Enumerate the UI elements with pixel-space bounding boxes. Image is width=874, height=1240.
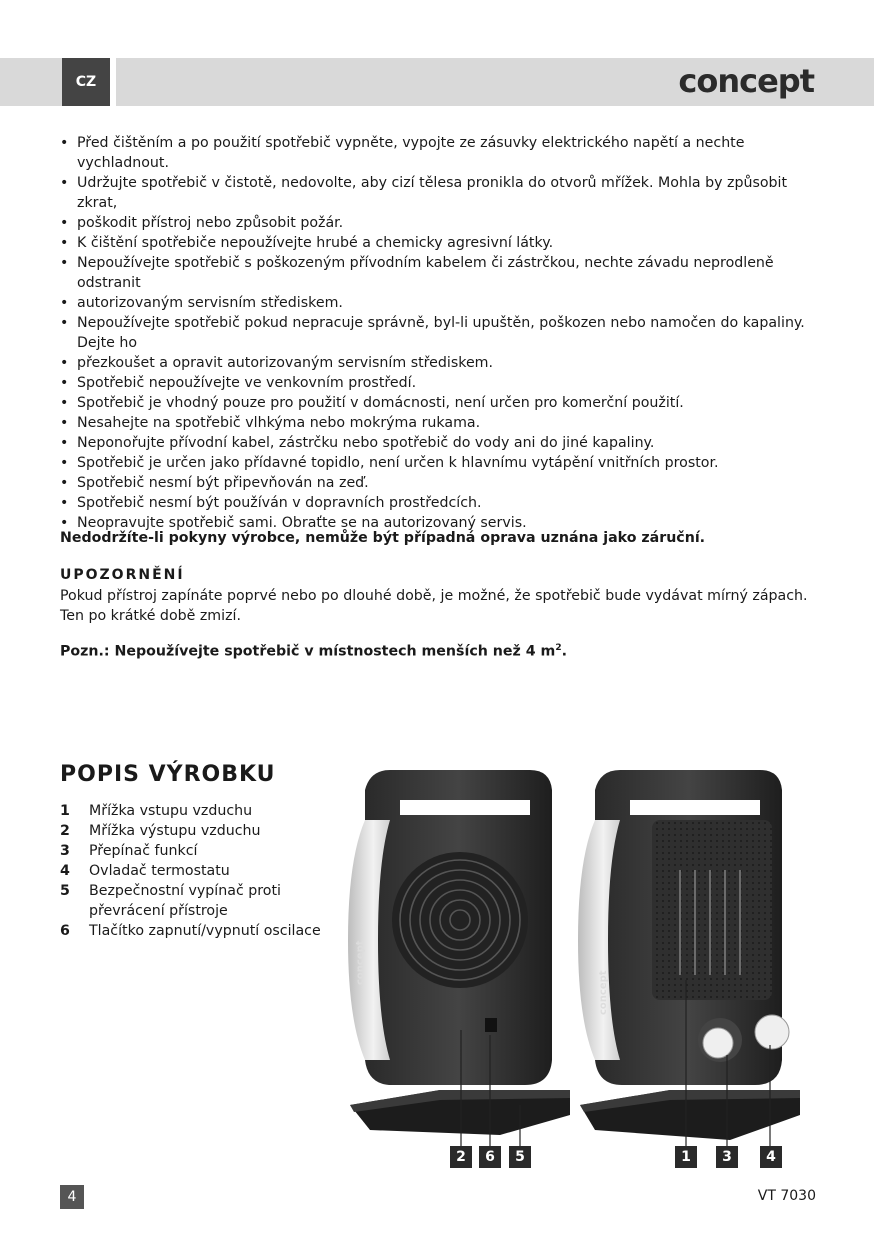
note-superscript: 2 xyxy=(555,643,562,653)
notice-text: Pokud přístroj zapínáte poprvé nebo po dlouhé době, je možné, že spotřebič bude vydávat mírný zápach. Ten po krátké době zmizí. xyxy=(60,588,808,624)
parts-list xyxy=(60,801,330,941)
part-number: 4 xyxy=(60,863,70,879)
part-item xyxy=(60,841,330,861)
rule-item: • Spotřebič nesmí být připevňován na zeď. xyxy=(60,473,830,493)
rule-item: • Před čištěním a po použití spotřebič vypněte, vypojte ze zásuvky elektrického napětí a nechte vychladnout. xyxy=(60,133,830,173)
note-text: Pozn.: Nepoužívejte spotřebič v místnostech menších než 4 m xyxy=(60,643,556,660)
rule-item: • Spotřebič nesmí být používán v dopravních prostředcích. xyxy=(60,493,830,513)
callout-label: 5 xyxy=(509,1146,531,1168)
brand-logo: concept xyxy=(678,62,814,100)
safety-rules-list xyxy=(60,133,830,533)
function-selector-knob xyxy=(703,1028,733,1058)
rule-item: • autorizovaným servisním střediskem. xyxy=(60,293,830,313)
rule-item: • Nepoužívejte spotřebič s poškozeným přívodním kabelem či zástrčkou, nechte závadu neprodleně odstranit xyxy=(60,253,830,293)
part-number: 3 xyxy=(60,843,70,859)
oscillation-switch xyxy=(485,1018,497,1032)
rule-item: • Neopravujte spotřebič sami. Obraťte se na autorizovaný servis. xyxy=(60,513,830,533)
rule-item: • K čištění spotřebiče nepoužívejte hrubé a chemicky agresivní látky. xyxy=(60,233,830,253)
model-number: VT 7030 xyxy=(757,1188,816,1204)
rule-item: • Nepoužívejte spotřebič pokud nepracuje správně, byl-li upuštěn, poškozen nebo namočen do kapaliny. Dejte ho xyxy=(60,313,830,353)
note-end: . xyxy=(561,643,567,660)
heater-rear-view xyxy=(348,770,570,1135)
part-label: Ovladač termostatu xyxy=(89,863,230,879)
rule-item: • Spotřebič je určen jako přídavné topidlo, není určen k hlavnímu vytápění vnitřních prostor. xyxy=(60,453,830,473)
part-item xyxy=(60,801,330,821)
callout-label: 3 xyxy=(716,1146,738,1168)
part-item xyxy=(60,881,330,921)
header-divider xyxy=(110,58,116,106)
part-label: Bezpečnostní vypínač proti převrácení přístroje xyxy=(89,883,281,919)
part-number: 1 xyxy=(60,803,70,819)
language-badge: CZ xyxy=(62,58,110,106)
part-number: 5 xyxy=(60,883,70,899)
part-number: 2 xyxy=(60,823,70,839)
rule-item: • poškodit přístroj nebo způsobit požár. xyxy=(60,213,830,233)
rule-item: • Nesahejte na spotřebič vlhkýma nebo mokrýma rukama. xyxy=(60,413,830,433)
callout-label: 6 xyxy=(479,1146,501,1168)
callout-label: 4 xyxy=(760,1146,782,1168)
rule-item: • Neponořujte přívodní kabel, zástrčku nebo spotřebič do vody ani do jiné kapaliny. xyxy=(60,433,830,453)
brand-imprint-right: concept xyxy=(598,970,609,1015)
part-label: Mřížka výstupu vzduchu xyxy=(89,823,261,839)
part-label: Tlačítko zapnutí/vypnutí oscilace xyxy=(89,923,321,939)
page-number: 4 xyxy=(60,1185,84,1209)
rule-item: • Spotřebič je vhodný pouze pro použití v domácnosti, není určen pro komerční použití. xyxy=(60,393,830,413)
thermostat-knob xyxy=(755,1015,789,1049)
rule-item: • přezkoušet a opravit autorizovaným servisním střediskem. xyxy=(60,353,830,373)
warranty-warning: Nedodržíte-li pokyny výrobce, nemůže být případná oprava uznána jako záruční. xyxy=(60,530,706,546)
callout-label: 2 xyxy=(450,1146,472,1168)
heater-product-photo xyxy=(330,760,810,1180)
rule-item: • Spotřebič nepoužívejte ve venkovním prostředí. xyxy=(60,373,830,393)
brand-imprint-left: concept xyxy=(355,940,366,985)
notice-heading: UPOZORNĚNÍ xyxy=(60,567,185,583)
room-size-note xyxy=(60,643,567,660)
part-item xyxy=(60,861,330,881)
part-label: Přepínač funkcí xyxy=(89,843,198,859)
heater-front-view xyxy=(578,770,800,1140)
part-label: Mřížka vstupu vzduchu xyxy=(89,803,253,819)
part-item xyxy=(60,921,330,941)
rule-item: • Udržujte spotřebič v čistotě, nedovolte, aby cizí tělesa pronikla do otvorů mřížek. Mohla by způsobit zkrat, xyxy=(60,173,830,213)
part-number: 6 xyxy=(60,923,70,939)
callout-label: 1 xyxy=(675,1146,697,1168)
product-description-heading: POPIS VÝROBKU xyxy=(60,762,276,787)
part-item xyxy=(60,821,330,841)
